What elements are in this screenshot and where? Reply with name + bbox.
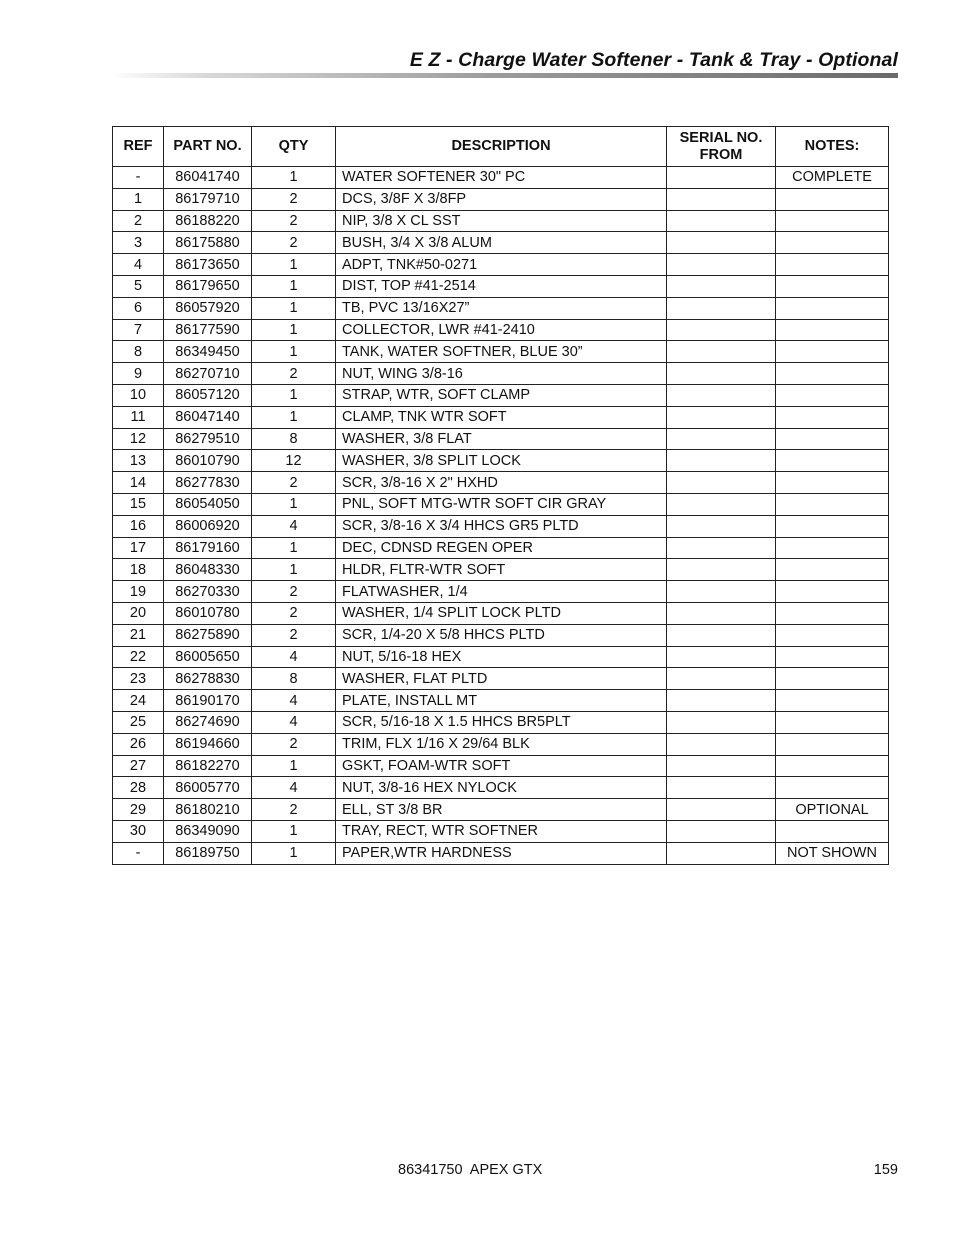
cell-qty: 4 <box>252 646 336 668</box>
cell-qty: 4 <box>252 777 336 799</box>
cell-description: WASHER, 1/4 SPLIT LOCK PLTD <box>336 602 667 624</box>
cell-part-no: 86189750 <box>164 842 252 864</box>
table-row <box>113 406 889 428</box>
cell-qty: 2 <box>252 624 336 646</box>
cell-part-no: 86180210 <box>164 799 252 821</box>
cell-description: TB, PVC 13/16X27” <box>336 297 667 319</box>
cell-qty: 2 <box>252 188 336 210</box>
table-row <box>113 624 889 646</box>
cell-notes <box>776 646 889 668</box>
cell-ref: 15 <box>113 493 164 515</box>
cell-qty: 1 <box>252 406 336 428</box>
cell-description: SCR, 3/8-16 X 2" HXHD <box>336 472 667 494</box>
col-header-ref: REF <box>113 127 164 167</box>
cell-notes: COMPLETE <box>776 167 889 189</box>
cell-serial-no-from <box>667 493 776 515</box>
cell-ref: 28 <box>113 777 164 799</box>
cell-qty: 1 <box>252 275 336 297</box>
cell-part-no: 86188220 <box>164 210 252 232</box>
cell-description: NUT, 5/16-18 HEX <box>336 646 667 668</box>
cell-ref: 12 <box>113 428 164 450</box>
cell-description: WASHER, FLAT PLTD <box>336 668 667 690</box>
cell-qty: 1 <box>252 493 336 515</box>
cell-serial-no-from <box>667 254 776 276</box>
col-header-description: DESCRIPTION <box>336 127 667 167</box>
cell-qty: 1 <box>252 167 336 189</box>
cell-qty: 2 <box>252 799 336 821</box>
cell-ref: 11 <box>113 406 164 428</box>
table-row <box>113 733 889 755</box>
cell-qty: 1 <box>252 755 336 777</box>
cell-qty: 2 <box>252 581 336 603</box>
table-row <box>113 319 889 341</box>
cell-ref: 8 <box>113 341 164 363</box>
cell-qty: 2 <box>252 363 336 385</box>
cell-description: PAPER,WTR HARDNESS <box>336 842 667 864</box>
cell-qty: 1 <box>252 384 336 406</box>
cell-serial-no-from <box>667 581 776 603</box>
cell-description: FLATWASHER, 1/4 <box>336 581 667 603</box>
cell-ref: 18 <box>113 559 164 581</box>
cell-serial-no-from <box>667 668 776 690</box>
cell-ref: 3 <box>113 232 164 254</box>
cell-serial-no-from <box>667 319 776 341</box>
cell-description: WATER SOFTENER 30" PC <box>336 167 667 189</box>
cell-serial-no-from <box>667 472 776 494</box>
table-row <box>113 232 889 254</box>
cell-notes <box>776 406 889 428</box>
cell-ref: 25 <box>113 711 164 733</box>
cell-qty: 1 <box>252 341 336 363</box>
cell-serial-no-from <box>667 799 776 821</box>
table-row <box>113 690 889 712</box>
cell-serial-no-from <box>667 559 776 581</box>
cell-qty: 1 <box>252 319 336 341</box>
table-row <box>113 755 889 777</box>
cell-ref: 27 <box>113 755 164 777</box>
header-rule <box>110 73 898 78</box>
cell-qty: 1 <box>252 559 336 581</box>
cell-qty: 8 <box>252 668 336 690</box>
cell-description: HLDR, FLTR-WTR SOFT <box>336 559 667 581</box>
cell-ref: 26 <box>113 733 164 755</box>
cell-notes <box>776 210 889 232</box>
cell-part-no: 86041740 <box>164 167 252 189</box>
footer-document-id: 86341750 APEX GTX <box>398 1162 543 1178</box>
cell-qty: 12 <box>252 450 336 472</box>
table-row <box>113 777 889 799</box>
cell-description: ADPT, TNK#50-0271 <box>336 254 667 276</box>
cell-description: DCS, 3/8F X 3/8FP <box>336 188 667 210</box>
cell-notes <box>776 188 889 210</box>
cell-serial-no-from <box>667 297 776 319</box>
cell-notes <box>776 384 889 406</box>
cell-notes <box>776 777 889 799</box>
cell-notes <box>776 275 889 297</box>
cell-notes <box>776 232 889 254</box>
cell-qty: 1 <box>252 537 336 559</box>
cell-description: NIP, 3/8 X CL SST <box>336 210 667 232</box>
table-row <box>113 384 889 406</box>
cell-part-no: 86054050 <box>164 493 252 515</box>
cell-serial-no-from <box>667 820 776 842</box>
cell-part-no: 86010780 <box>164 602 252 624</box>
cell-ref: - <box>113 842 164 864</box>
cell-notes <box>776 254 889 276</box>
col-header-part-no: PART NO. <box>164 127 252 167</box>
cell-part-no: 86279510 <box>164 428 252 450</box>
table-row <box>113 602 889 624</box>
cell-notes <box>776 559 889 581</box>
cell-part-no: 86349450 <box>164 341 252 363</box>
cell-notes <box>776 581 889 603</box>
cell-ref: 7 <box>113 319 164 341</box>
table-row <box>113 428 889 450</box>
cell-part-no: 86006920 <box>164 515 252 537</box>
cell-part-no: 86177590 <box>164 319 252 341</box>
cell-notes <box>776 319 889 341</box>
cell-serial-no-from <box>667 232 776 254</box>
table-row <box>113 210 889 232</box>
cell-serial-no-from <box>667 646 776 668</box>
cell-part-no: 86274690 <box>164 711 252 733</box>
cell-notes <box>776 733 889 755</box>
cell-notes <box>776 624 889 646</box>
cell-ref: 16 <box>113 515 164 537</box>
cell-serial-no-from <box>667 167 776 189</box>
table-row <box>113 559 889 581</box>
cell-part-no: 86057920 <box>164 297 252 319</box>
cell-description: GSKT, FOAM-WTR SOFT <box>336 755 667 777</box>
cell-ref: 17 <box>113 537 164 559</box>
cell-description: COLLECTOR, LWR #41-2410 <box>336 319 667 341</box>
col-header-serial-no-from: SERIAL NO. FROM <box>667 127 776 167</box>
table-row <box>113 275 889 297</box>
cell-part-no: 86277830 <box>164 472 252 494</box>
cell-part-no: 86175880 <box>164 232 252 254</box>
cell-serial-no-from <box>667 341 776 363</box>
cell-description: TRIM, FLX 1/16 X 29/64 BLK <box>336 733 667 755</box>
cell-part-no: 86179650 <box>164 275 252 297</box>
cell-notes <box>776 711 889 733</box>
cell-ref: 5 <box>113 275 164 297</box>
cell-serial-no-from <box>667 624 776 646</box>
cell-serial-no-from <box>667 188 776 210</box>
cell-description: NUT, 3/8-16 HEX NYLOCK <box>336 777 667 799</box>
cell-ref: 2 <box>113 210 164 232</box>
cell-part-no: 86048330 <box>164 559 252 581</box>
table-row <box>113 668 889 690</box>
cell-ref: 20 <box>113 602 164 624</box>
parts-table <box>112 126 889 865</box>
cell-qty: 1 <box>252 254 336 276</box>
cell-ref: 24 <box>113 690 164 712</box>
cell-ref: 1 <box>113 188 164 210</box>
cell-description: CLAMP, TNK WTR SOFT <box>336 406 667 428</box>
cell-part-no: 86349090 <box>164 820 252 842</box>
cell-qty: 2 <box>252 210 336 232</box>
cell-description: TRAY, RECT, WTR SOFTNER <box>336 820 667 842</box>
cell-ref: 13 <box>113 450 164 472</box>
cell-part-no: 86194660 <box>164 733 252 755</box>
cell-ref: 10 <box>113 384 164 406</box>
cell-qty: 2 <box>252 733 336 755</box>
table-row <box>113 188 889 210</box>
cell-description: SCR, 3/8-16 X 3/4 HHCS GR5 PLTD <box>336 515 667 537</box>
table-row <box>113 341 889 363</box>
cell-part-no: 86275890 <box>164 624 252 646</box>
cell-ref: 4 <box>113 254 164 276</box>
cell-notes: NOT SHOWN <box>776 842 889 864</box>
col-header-notes: NOTES: <box>776 127 889 167</box>
cell-description: NUT, WING 3/8-16 <box>336 363 667 385</box>
cell-ref: 6 <box>113 297 164 319</box>
table-row <box>113 254 889 276</box>
cell-qty: 1 <box>252 297 336 319</box>
table-row <box>113 493 889 515</box>
cell-ref: 14 <box>113 472 164 494</box>
cell-notes <box>776 428 889 450</box>
cell-description: SCR, 5/16-18 X 1.5 HHCS BR5PLT <box>336 711 667 733</box>
parts-table-body <box>113 167 889 865</box>
cell-ref: 21 <box>113 624 164 646</box>
cell-part-no: 86270710 <box>164 363 252 385</box>
cell-notes: OPTIONAL <box>776 799 889 821</box>
table-row <box>113 472 889 494</box>
cell-part-no: 86182270 <box>164 755 252 777</box>
cell-part-no: 86179710 <box>164 188 252 210</box>
cell-serial-no-from <box>667 428 776 450</box>
cell-notes <box>776 668 889 690</box>
cell-part-no: 86010790 <box>164 450 252 472</box>
table-row <box>113 646 889 668</box>
cell-part-no: 86278830 <box>164 668 252 690</box>
cell-part-no: 86179160 <box>164 537 252 559</box>
page-header <box>110 48 898 82</box>
cell-serial-no-from <box>667 733 776 755</box>
table-row <box>113 515 889 537</box>
cell-serial-no-from <box>667 363 776 385</box>
cell-notes <box>776 472 889 494</box>
table-header-row <box>113 127 889 167</box>
cell-part-no: 86173650 <box>164 254 252 276</box>
cell-ref: 9 <box>113 363 164 385</box>
cell-qty: 2 <box>252 602 336 624</box>
cell-qty: 4 <box>252 711 336 733</box>
cell-description: STRAP, WTR, SOFT CLAMP <box>336 384 667 406</box>
cell-notes <box>776 363 889 385</box>
table-row <box>113 297 889 319</box>
cell-ref: 22 <box>113 646 164 668</box>
cell-qty: 4 <box>252 515 336 537</box>
cell-notes <box>776 820 889 842</box>
cell-notes <box>776 341 889 363</box>
table-row <box>113 820 889 842</box>
table-row <box>113 167 889 189</box>
cell-part-no: 86190170 <box>164 690 252 712</box>
cell-notes <box>776 515 889 537</box>
cell-serial-no-from <box>667 690 776 712</box>
cell-description: DIST, TOP #41-2514 <box>336 275 667 297</box>
cell-qty: 1 <box>252 842 336 864</box>
cell-serial-no-from <box>667 450 776 472</box>
cell-serial-no-from <box>667 602 776 624</box>
cell-notes <box>776 493 889 515</box>
cell-part-no: 86047140 <box>164 406 252 428</box>
cell-serial-no-from <box>667 384 776 406</box>
cell-notes <box>776 755 889 777</box>
cell-description: WASHER, 3/8 FLAT <box>336 428 667 450</box>
page-footer <box>0 1162 954 1182</box>
cell-notes <box>776 690 889 712</box>
cell-part-no: 86270330 <box>164 581 252 603</box>
table-row <box>113 537 889 559</box>
page-title: E Z - Charge Water Softener - Tank & Tray - Optional <box>409 49 898 71</box>
cell-serial-no-from <box>667 755 776 777</box>
cell-qty: 2 <box>252 232 336 254</box>
cell-description: TANK, WATER SOFTNER, BLUE 30” <box>336 341 667 363</box>
cell-ref: - <box>113 167 164 189</box>
cell-serial-no-from <box>667 537 776 559</box>
cell-description: PLATE, INSTALL MT <box>336 690 667 712</box>
table-row <box>113 581 889 603</box>
cell-description: WASHER, 3/8 SPLIT LOCK <box>336 450 667 472</box>
cell-serial-no-from <box>667 210 776 232</box>
cell-serial-no-from <box>667 406 776 428</box>
cell-description: BUSH, 3/4 X 3/8 ALUM <box>336 232 667 254</box>
cell-serial-no-from <box>667 777 776 799</box>
cell-part-no: 86005770 <box>164 777 252 799</box>
cell-serial-no-from <box>667 275 776 297</box>
cell-description: DEC, CDNSD REGEN OPER <box>336 537 667 559</box>
cell-ref: 29 <box>113 799 164 821</box>
cell-serial-no-from <box>667 515 776 537</box>
cell-serial-no-from <box>667 842 776 864</box>
cell-ref: 19 <box>113 581 164 603</box>
cell-description: PNL, SOFT MTG-WTR SOFT CIR GRAY <box>336 493 667 515</box>
cell-ref: 30 <box>113 820 164 842</box>
col-header-qty: QTY <box>252 127 336 167</box>
cell-notes <box>776 602 889 624</box>
cell-description: SCR, 1/4-20 X 5/8 HHCS PLTD <box>336 624 667 646</box>
table-row <box>113 842 889 864</box>
cell-serial-no-from <box>667 711 776 733</box>
cell-part-no: 86005650 <box>164 646 252 668</box>
cell-part-no: 86057120 <box>164 384 252 406</box>
table-row <box>113 711 889 733</box>
cell-description: ELL, ST 3/8 BR <box>336 799 667 821</box>
cell-notes <box>776 450 889 472</box>
cell-qty: 2 <box>252 472 336 494</box>
table-row <box>113 363 889 385</box>
cell-notes <box>776 297 889 319</box>
cell-qty: 8 <box>252 428 336 450</box>
cell-qty: 4 <box>252 690 336 712</box>
cell-qty: 1 <box>252 820 336 842</box>
cell-notes <box>776 537 889 559</box>
cell-ref: 23 <box>113 668 164 690</box>
table-row <box>113 450 889 472</box>
page-number: 159 <box>873 1162 898 1178</box>
table-row <box>113 799 889 821</box>
